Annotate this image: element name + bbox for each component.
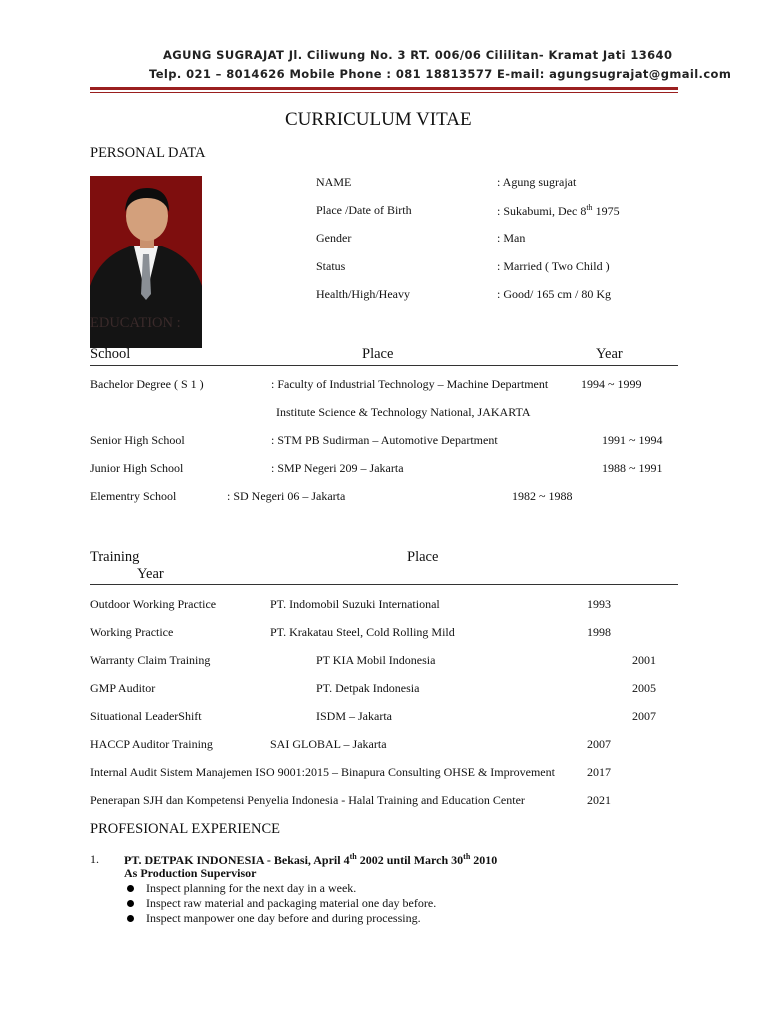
- education-col-school: School: [90, 346, 131, 362]
- education-school: Bachelor Degree ( S 1 ): [90, 377, 204, 391]
- training-name: Warranty Claim Training: [90, 653, 211, 667]
- training-year: 2007: [632, 709, 656, 723]
- personal-value-status: : Married ( Two Child ): [497, 259, 610, 273]
- training-name: HACCP Auditor Training: [90, 737, 213, 751]
- training-year: 1998: [587, 625, 611, 639]
- job-number: 1.: [90, 852, 99, 866]
- personal-label-health: Health/High/Heavy: [316, 287, 410, 301]
- header-contact-line: Telp. 021 – 8014626 Mobile Phone : 081 18813577 E-mail: agungsugrajat@gmail.com: [149, 67, 732, 81]
- education-year: 1988 ~ 1991: [602, 461, 663, 475]
- personal-value-birth: : Sukabumi, Dec 8th 1975: [497, 203, 620, 218]
- job-position: As Production Supervisor: [124, 866, 257, 880]
- education-year: 1982 ~ 1988: [512, 489, 573, 503]
- header-rule-thin: [90, 92, 678, 93]
- training-year: 2005: [632, 681, 656, 695]
- training-year: 2017: [587, 765, 611, 779]
- training-place: SAI GLOBAL – Jakarta: [270, 737, 387, 751]
- training-name: Internal Audit Sistem Manajemen ISO 9001:2015 – Binapura Consulting OHSE & Improvement: [90, 765, 555, 779]
- training-place: PT. Krakatau Steel, Cold Rolling Mild: [270, 625, 455, 639]
- education-place: : SD Negeri 06 – Jakarta: [227, 489, 346, 503]
- education-year: 1994 ~ 1999: [581, 377, 642, 391]
- header-address-line: AGUNG SUGRAJAT Jl. Ciliwung No. 3 RT. 006/06 Cililitan- Kramat Jati 13640: [163, 48, 673, 62]
- training-year: 1993: [587, 597, 611, 611]
- education-col-year: Year: [596, 346, 623, 362]
- training-place: ISDM – Jakarta: [316, 709, 392, 723]
- training-year: 2021: [587, 793, 611, 807]
- job-duty: Inspect raw material and packaging material one day before.: [146, 896, 437, 910]
- education-place: : SMP Negeri 209 – Jakarta: [271, 461, 404, 475]
- bullet-icon: [127, 915, 134, 922]
- personal-value-name: : Agung sugrajat: [497, 175, 577, 189]
- education-school: Junior High School: [90, 461, 184, 475]
- personal-label-gender: Gender: [316, 231, 352, 245]
- personal-data-heading: PERSONAL DATA: [90, 145, 206, 161]
- bullet-icon: [127, 885, 134, 892]
- training-place: PT. Indomobil Suzuki International: [270, 597, 440, 611]
- job-company: PT. DETPAK INDONESIA - Bekasi, April 4th 2002 until March 30th 2010: [124, 852, 498, 867]
- education-heading: EDUCATION :: [90, 315, 181, 331]
- job-duty: Inspect planning for the next day in a week.: [146, 881, 357, 895]
- education-col-place: Place: [362, 346, 394, 362]
- education-place: Institute Science & Technology National, JAKARTA: [276, 405, 531, 419]
- education-place: : Faculty of Industrial Technology – Machine Department: [271, 377, 549, 391]
- education-school: Elementry School: [90, 489, 177, 503]
- training-col-place: Place: [407, 549, 439, 565]
- page-title: CURRICULUM VITAE: [285, 109, 472, 130]
- training-name: Outdoor Working Practice: [90, 597, 217, 611]
- education-header-rule: [90, 365, 678, 366]
- personal-value-gender: : Man: [497, 231, 526, 245]
- training-place: PT KIA Mobil Indonesia: [316, 653, 436, 667]
- personal-value-health: : Good/ 165 cm / 80 Kg: [497, 287, 611, 301]
- training-place: PT. Detpak Indonesia: [316, 681, 420, 695]
- job-duty: Inspect manpower one day before and during processing.: [146, 911, 421, 925]
- training-year: 2001: [632, 653, 656, 667]
- bullet-icon: [127, 900, 134, 907]
- education-school: Senior High School: [90, 433, 185, 447]
- personal-label-birth: Place /Date of Birth: [316, 203, 412, 217]
- experience-heading: PROFESIONAL EXPERIENCE: [90, 821, 280, 837]
- training-name: Situational LeaderShift: [90, 709, 202, 723]
- training-col-training: Training: [90, 549, 140, 565]
- training-header-rule: [90, 584, 678, 585]
- personal-label-name: NAME: [316, 175, 352, 189]
- education-year: 1991 ~ 1994: [602, 433, 663, 447]
- training-year: 2007: [587, 737, 611, 751]
- training-name: Penerapan SJH dan Kompetensi Penyelia Indonesia - Halal Training and Education Center: [90, 793, 525, 807]
- training-name: GMP Auditor: [90, 681, 156, 695]
- personal-label-status: Status: [316, 259, 346, 273]
- training-col-year: Year: [137, 566, 164, 582]
- education-place: : STM PB Sudirman – Automotive Department: [271, 433, 498, 447]
- header-rule-thick: [90, 87, 678, 90]
- training-name: Working Practice: [90, 625, 174, 639]
